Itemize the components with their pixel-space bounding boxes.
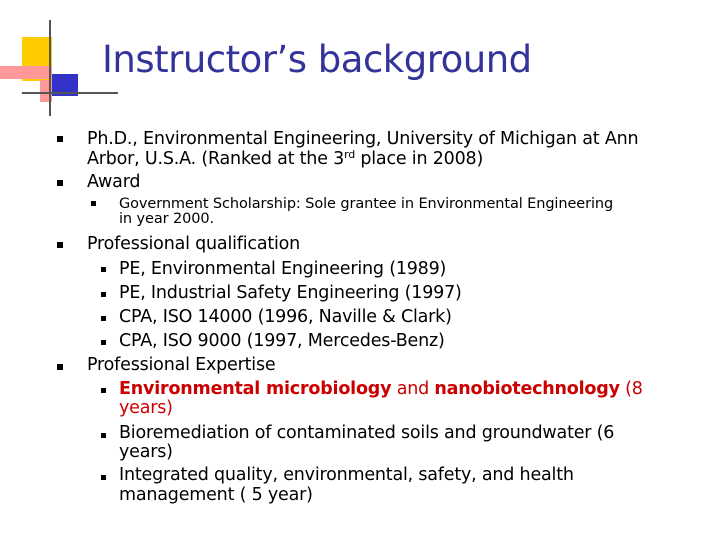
expertise-item-integrated-cont: management ( 5 year) [119,485,313,505]
bullet-square [101,267,106,272]
bullet-square [101,475,106,480]
microbiology-emphasis: Environmental microbiology [119,379,392,399]
bullet-square [101,433,106,438]
qualification-heading: Professional qualification [87,234,301,254]
expertise-heading: Professional Expertise [87,355,276,375]
phd-line-1: Ph.D., Environmental Engineering, University of Michigan at Ann [87,129,639,149]
bullet-square [101,292,106,297]
and-text: and [391,379,435,399]
qualification-item: CPA, ISO 14000 (1996, Naville & Clark) [119,307,452,327]
phd-line-2-text: Arbor, U.S.A. (Ranked at the 3 [87,149,345,169]
qualification-item: PE, Industrial Safety Engineering (1997) [119,283,462,303]
expertise-item-bioremediation: Bioremediation of contaminated soils and groundwater (6 [119,423,615,443]
bullet-square [91,201,96,206]
bullet-square [57,242,63,248]
award-detail-line-2: in year 2000. [119,211,214,227]
expertise-item-microbiology-cont: years) [119,398,173,418]
expertise-item-microbiology [119,379,643,399]
nanobiotechnology-emphasis: nanobiotechnology [434,379,620,399]
expertise-item-integrated: Integrated quality, environmental, safety, and health [119,465,574,485]
qualification-item: CPA, ISO 9000 (1997, Mercedes-Benz) [119,331,445,351]
bullet-square [57,364,63,370]
expertise-item-bioremediation-cont: years) [119,442,173,462]
award-heading: Award [87,172,141,192]
phd-superscript: rd [344,148,355,161]
bullet-square [57,136,63,142]
award-detail-line-1: Government Scholarship: Sole grantee in Environmental Engineering [119,196,614,212]
corner-horizontal-line [22,92,118,94]
phd-line-2 [87,149,483,169]
qualification-item: PE, Environmental Engineering (1989) [119,259,447,279]
bullet-square [101,340,106,345]
slide-title: Instructor’s background [102,38,532,81]
corner-pink-bar [0,66,52,79]
bullet-square [101,316,106,321]
bullet-square [57,180,63,186]
phd-line-2-end: place in 2008) [355,149,484,169]
bullet-square [101,388,106,393]
corner-vertical-line [49,20,51,116]
years-8: (8 [619,379,643,399]
